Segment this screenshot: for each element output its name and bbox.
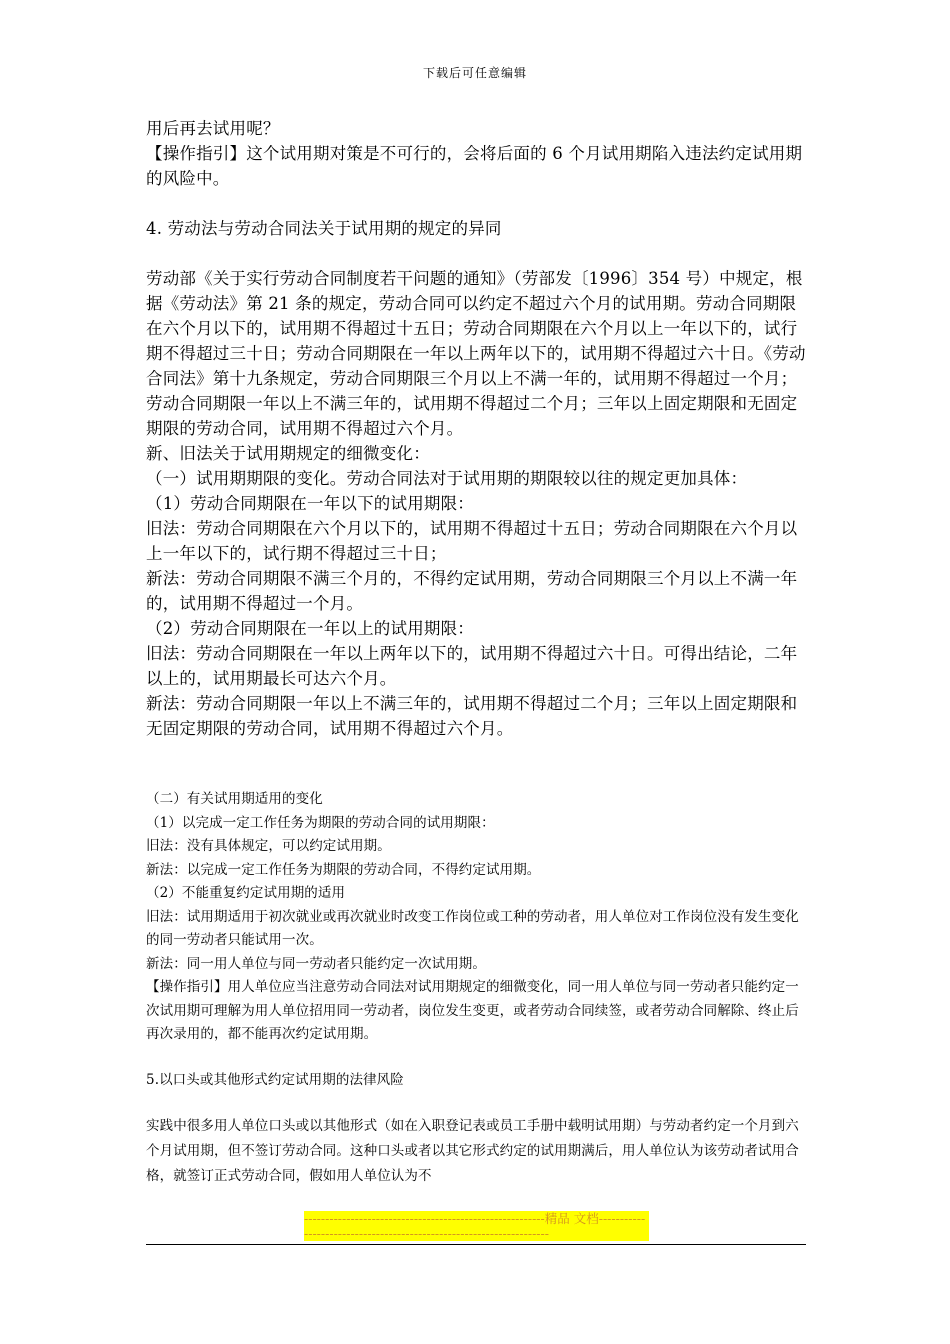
paragraph: （2）劳动合同期限在一年以上的试用期限： xyxy=(146,619,474,638)
paragraph: 【操作指引】这个试用期对策是不可行的，会将后面的 6 个月试用期陷入违法约定试用期的风险中。 xyxy=(146,144,803,188)
paragraph: （一）试用期期限的变化。劳动合同法对于试用期的期限较以往的规定更加具体： xyxy=(146,469,748,488)
paragraph: （1）劳动合同期限在一年以下的试用期限： xyxy=(146,494,474,513)
paragraph: 【操作指引】用人单位应当注意劳动合同法对试用期规定的细微变化，同一用人单位与同一劳动者只能约定一次试用期可理解为用人单位招用同一劳动者，岗位发生变更，或者劳动合同续签，或者劳动合同解除、终止后再次录用的，都不能再次约定试用期。 xyxy=(146,979,799,1042)
paragraph: 新法：同一用人单位与同一劳动者只能约定一次试用期。 xyxy=(146,955,486,972)
paragraph: 旧法：劳动合同期限在六个月以下的，试用期不得超过十五日；劳动合同期限在六个月以上一年以下的，试行期不得超过三十日； xyxy=(146,519,798,563)
paragraph: 旧法：劳动合同期限在一年以上两年以下的，试用期不得超过六十日。可得出结论，二年以上的，试用期最长可达六个月。 xyxy=(146,644,798,688)
paragraph-block-3 xyxy=(146,788,806,1189)
section-heading-4: 4. 劳动法与劳动合同法关于试用期的规定的异同 xyxy=(146,219,502,238)
footer-watermark: ---------------------------------------------------------精品 文档--------------------------------------------------------------------- xyxy=(304,1211,649,1241)
paragraph: 新法：以完成一定工作任务为期限的劳动合同，不得约定试用期。 xyxy=(146,861,541,878)
page-header: 下载后可任意编辑 xyxy=(422,66,527,80)
paragraph: （1）以完成一定工作任务为期限的劳动合同的试用期限： xyxy=(146,814,495,831)
paragraph: 用后再去试用呢？ xyxy=(146,119,280,138)
paragraph: （二）有关试用期适用的变化 xyxy=(146,791,323,807)
paragraph: 劳动部《关于实行劳动合同制度若干问题的通知》（劳部发〔1996〕354 号）中规定，根据《劳动法》第 21 条的规定，劳动合同可以约定不超过六个月的试用期。劳动合同期限在六个月以下的，试用期不得超过十五日；劳动合同期限在六个月以上一年以下的，试行期不得超过三十日；劳动合同期限在一年以上两年以下的，试用期不得超过六十日。《劳动合同法》第十九条规定，劳动合同期限三个月以上不满一年的，试用期不得超过一个月；劳动合同期限一年以上不满三年的，试用期不得超过二个月；三年以上固定期限和无固定期限的劳动合同，试用期不得超过六个月。 xyxy=(146,269,806,438)
paragraph: （2）不能重复约定试用期的适用 xyxy=(146,885,346,901)
paragraph-block-1 xyxy=(146,116,806,741)
paragraph: 实践中很多用人单位口头或以其他形式（如在入职登记表或员工手册中载明试用期）与劳动者约定一个月到六个月试用期，但不签订劳动合同。这种口头或者以其它形式约定的试用期满后，用人单位认为该劳动者试用合格，就签订正式劳动合同，假如用人单位认为不 xyxy=(146,1118,799,1184)
paragraph: 新法：劳动合同期限不满三个月的，不得约定试用期，劳动合同期限三个月以上不满一年的，试用期不得超过一个月。 xyxy=(146,569,798,613)
paragraph: 旧法：没有具体规定，可以约定试用期。 xyxy=(146,838,391,854)
paragraph: 新法：劳动合同期限一年以上不满三年的，试用期不得超过二个月；三年以上固定期限和无固定期限的劳动合同，试用期不得超过六个月。 xyxy=(146,694,798,738)
footer-divider xyxy=(146,1244,806,1245)
paragraph: 旧法：试用期适用于初次就业或再次就业时改变工作岗位或工种的劳动者，用人单位对工作岗位没有发生变化的同一劳动者只能试用一次。 xyxy=(146,908,799,948)
section-heading-5: 5.以口头或其他形式约定试用期的法律风险 xyxy=(146,1071,404,1088)
paragraph: 新、旧法关于试用期规定的细微变化： xyxy=(146,444,430,463)
